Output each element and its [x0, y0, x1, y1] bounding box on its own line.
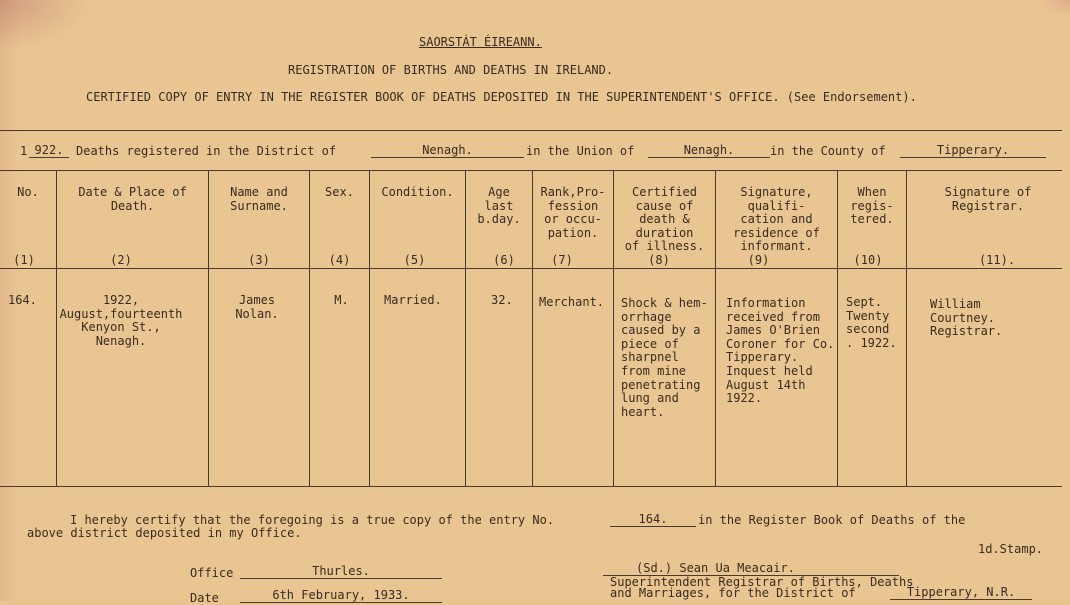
column-header: Date & Place of Death. [78, 185, 187, 213]
column-header: Signature, qualifi- cation and residence of informant. [733, 185, 820, 253]
entry-date-place: 1922, August,fourteenth Kenyon St., Nenagh. [59, 293, 183, 348]
table-header-rule [0, 268, 1062, 269]
table-top-rule [0, 170, 1062, 171]
entry-condition: Married. [384, 293, 442, 307]
column-header: Certified cause of death & duration of illness. [624, 185, 705, 253]
certify-text-continued: in the Register Book of Deaths of the [698, 513, 966, 527]
entry-informant: Information received from James O'Brien Coroner for Co. Tipperary. Inquest held August 14th 1922. [726, 296, 835, 406]
certify-entry-number: 164. [610, 513, 696, 527]
date-field: 6th February, 1933. [240, 589, 442, 603]
signature-line: (Sd.) Sean Ua Meacair. [636, 561, 795, 575]
year-prefix: 1 [20, 144, 28, 158]
column-divider [309, 170, 310, 486]
column-header: No. [17, 185, 39, 199]
column-header: Age last b.day. [477, 185, 521, 226]
column-number: (10) [853, 253, 883, 267]
column-header: Rank,Pro- fession or occu- pation. [540, 185, 606, 240]
entry-cause: Shock & hem- orrhage caused by a piece of sharpnel from mine penetrating lung and heart. [621, 296, 708, 419]
county-label: in the County of [770, 144, 886, 158]
entry-number: 164. [8, 293, 37, 307]
column-number: (5) [403, 253, 426, 267]
column-number: (2) [110, 253, 132, 267]
entry-occupation: Merchant. [539, 295, 605, 309]
date-label: Date [190, 591, 219, 605]
column-number: (11). [978, 253, 1016, 267]
entry-registrar: William Courtney. Registrar. [930, 297, 1003, 339]
column-header: Condition. [381, 185, 454, 199]
column-divider [369, 170, 370, 486]
deaths-registered-label: Deaths registered in the District of [76, 144, 337, 158]
district-field: Nenagh. [371, 144, 524, 158]
entry-when-registered: Sept. Twenty second . 1922. [846, 295, 897, 350]
column-header: When regis- tered. [850, 185, 894, 226]
column-header: Sex. [325, 185, 354, 199]
superintendent-district: Tipperary, N.R. [890, 586, 1032, 600]
superintendent-district-label: and Marriages, for the District of [610, 586, 856, 600]
column-number: (4) [328, 253, 351, 267]
table-bottom-rule [0, 486, 1062, 487]
column-divider [208, 170, 209, 486]
office-label: Office [190, 566, 234, 580]
union-label: in the Union of [526, 144, 635, 158]
entry-age: 32. [491, 293, 513, 307]
top-rule [0, 130, 1062, 131]
year-field: 922. [29, 144, 69, 158]
column-number: (3) [248, 253, 270, 267]
entry-name: James Nolan. [235, 293, 279, 321]
office-field: Thurles. [240, 565, 442, 579]
column-header: Name and Surname. [230, 185, 288, 213]
document-title: REGISTRATION OF BIRTHS AND DEATHS IN IRELAND. [288, 63, 614, 77]
certify-text-line2: above district deposited in my Office. [27, 526, 302, 540]
document-subtitle: CERTIFIED COPY OF ENTRY IN THE REGISTER BOOK OF DEATHS DEPOSITED IN THE SUPERINTENDENT'S OFFICE. (See Endorsement). [86, 90, 917, 104]
column-number: (7) [551, 253, 573, 267]
entry-sex: M. [334, 293, 349, 307]
certify-text: I hereby certify that the foregoing is a true copy of the entry No. [70, 513, 555, 527]
column-header: Signature of Registrar. [944, 185, 1032, 213]
column-number: (9) [747, 253, 770, 267]
column-number: (8) [648, 253, 670, 267]
column-number: (1) [13, 253, 35, 267]
column-number: (6) [493, 253, 515, 267]
union-field: Nenagh. [648, 144, 770, 158]
stamp-note: 1d.Stamp. [978, 542, 1044, 556]
superintendent-title: Superintendent Registrar of Births, Deaths [610, 575, 914, 589]
county-field: Tipperary. [900, 144, 1046, 158]
state-heading: SAORSTÁT ÉIREANN. [419, 35, 542, 49]
column-divider [906, 170, 907, 486]
